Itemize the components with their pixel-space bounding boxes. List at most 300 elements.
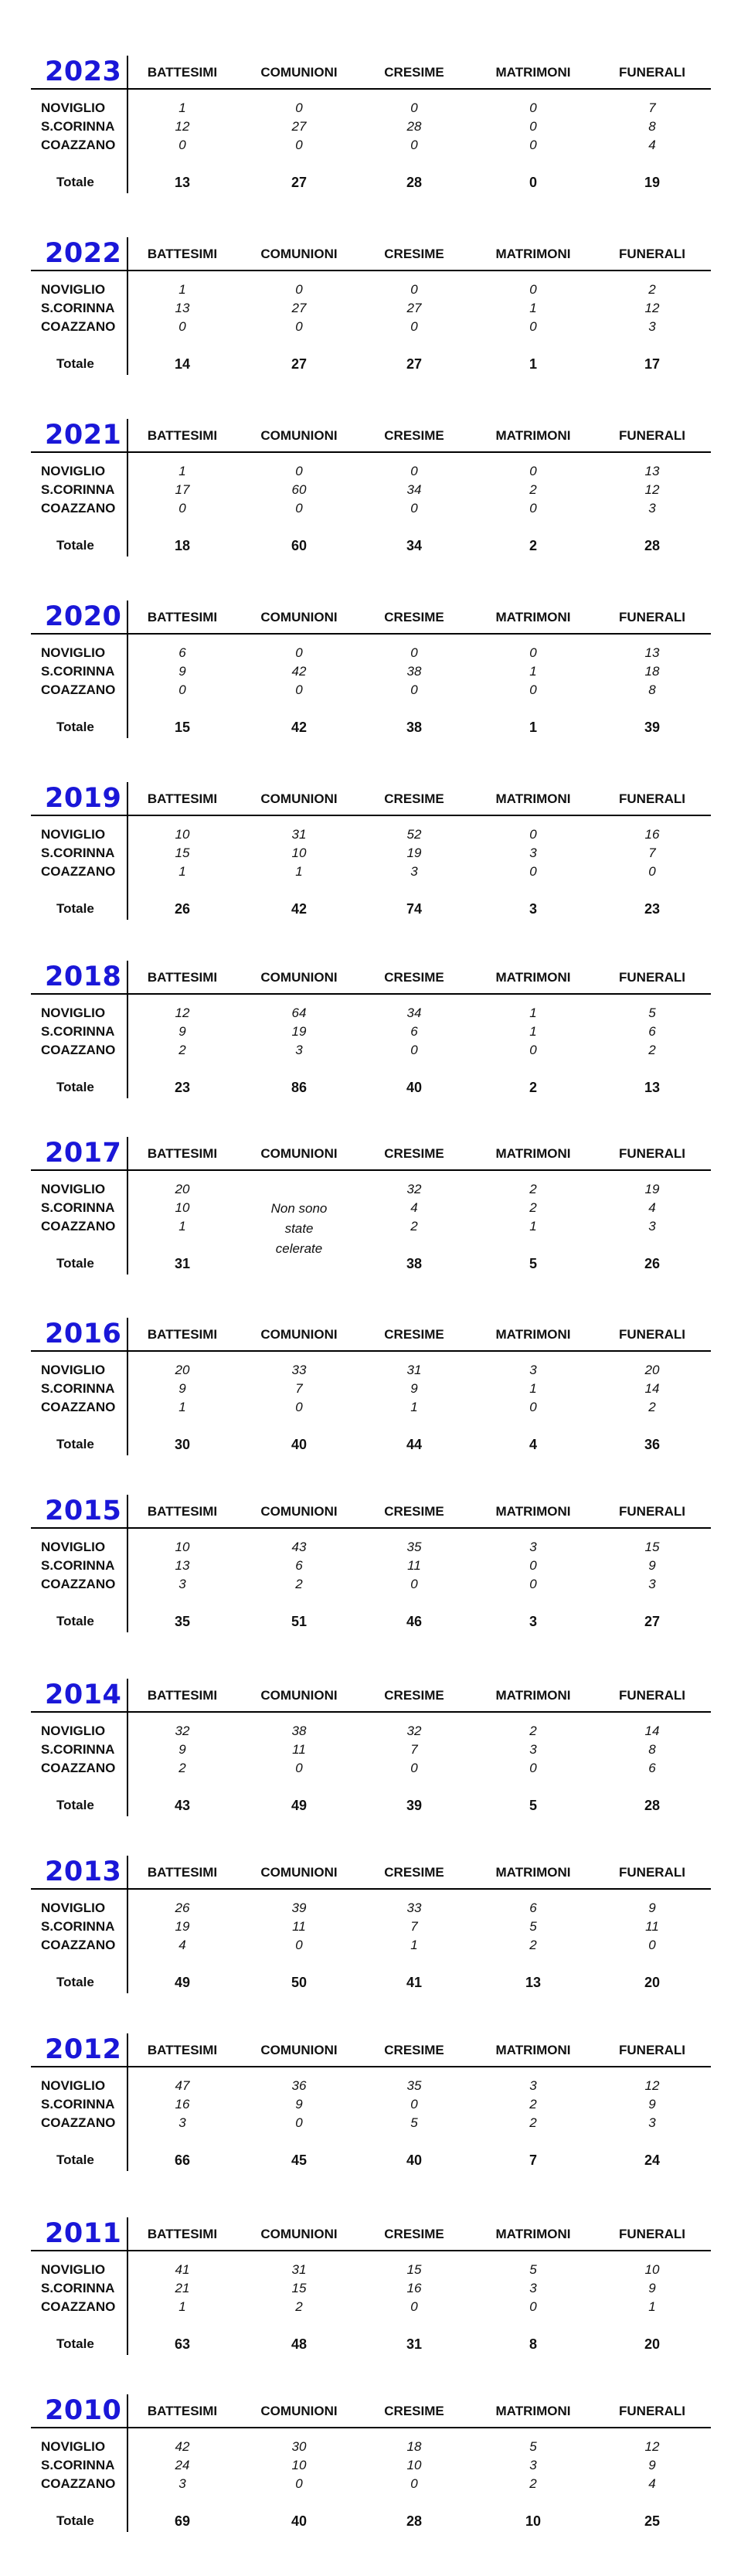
data-cell: 0 xyxy=(295,2115,303,2130)
data-cell: 0 xyxy=(178,319,186,334)
data-cell: 0 xyxy=(529,282,537,297)
column-header: MATRIMONI xyxy=(495,2227,571,2241)
column-header: BATTESIMI xyxy=(147,1146,218,1161)
data-cell: 1 xyxy=(529,1381,537,1396)
data-cell: 33 xyxy=(406,1901,422,1915)
total-value: 69 xyxy=(174,2513,191,2529)
data-cell: 9 xyxy=(410,1381,418,1396)
data-cell: 3 xyxy=(648,1577,656,1591)
row-label: NOVIGLIO xyxy=(41,1363,106,1377)
total-value: 42 xyxy=(291,720,308,735)
total-value: 14 xyxy=(174,356,191,372)
data-cell: 0 xyxy=(529,827,537,842)
total-value: 23 xyxy=(644,901,661,917)
total-value: 41 xyxy=(406,1975,423,1990)
row-label: NOVIGLIO xyxy=(41,1901,106,1915)
column-header: CRESIME xyxy=(384,428,444,443)
year-title: 2010 xyxy=(45,2395,122,2426)
data-cell: 35 xyxy=(406,1540,422,1554)
data-cell: 1 xyxy=(529,301,537,315)
row-label: S.CORINNA xyxy=(41,1742,115,1757)
column-header: FUNERALI xyxy=(619,1865,685,1880)
data-cell: 4 xyxy=(648,2476,656,2491)
row-label: NOVIGLIO xyxy=(41,282,106,297)
total-label: Totale xyxy=(56,356,94,371)
total-value: 49 xyxy=(291,1798,308,1813)
total-value: 2 xyxy=(529,1080,537,1095)
data-cell: 2 xyxy=(529,1200,537,1215)
year-title: 2020 xyxy=(45,601,122,632)
data-cell: 14 xyxy=(644,1381,660,1396)
column-header: CRESIME xyxy=(384,610,444,624)
data-cell: 35 xyxy=(406,2078,422,2093)
total-value: 26 xyxy=(174,901,191,917)
column-header: CRESIME xyxy=(384,1327,444,1342)
data-cell: 8 xyxy=(648,119,656,134)
data-cell: 10 xyxy=(406,2458,422,2472)
data-cell: 0 xyxy=(529,464,537,478)
column-header: COMUNIONI xyxy=(260,1327,338,1342)
total-value: 39 xyxy=(644,720,661,735)
row-label: NOVIGLIO xyxy=(41,2078,106,2093)
column-header: COMUNIONI xyxy=(260,247,338,261)
total-value: 42 xyxy=(291,901,308,917)
data-cell: 0 xyxy=(410,2097,418,2112)
data-cell: 4 xyxy=(648,1200,656,1215)
column-header: FUNERALI xyxy=(619,610,685,624)
header-divider xyxy=(31,88,711,90)
data-cell: 5 xyxy=(410,2115,418,2130)
data-cell: 32 xyxy=(175,1724,190,1738)
data-cell: 1 xyxy=(178,864,186,879)
data-cell: 0 xyxy=(410,1761,418,1775)
data-cell: 11 xyxy=(407,1558,421,1573)
total-value: 2 xyxy=(529,538,537,553)
column-header: FUNERALI xyxy=(619,791,685,806)
data-cell: 13 xyxy=(175,1558,190,1573)
data-cell: 2 xyxy=(529,1182,537,1196)
total-value: 51 xyxy=(291,1614,308,1629)
total-value: 13 xyxy=(644,1080,661,1095)
data-cell: 0 xyxy=(648,864,656,879)
data-cell: 31 xyxy=(291,827,307,842)
header-divider xyxy=(31,815,711,816)
column-header: CRESIME xyxy=(384,2404,444,2418)
data-cell: 33 xyxy=(291,1363,307,1377)
total-value: 13 xyxy=(174,175,191,190)
data-cell: 0 xyxy=(529,1400,537,1414)
column-header: COMUNIONI xyxy=(260,2227,338,2241)
data-cell: 7 xyxy=(410,1742,418,1757)
row-label: COAZZANO xyxy=(41,2476,116,2491)
row-label: COAZZANO xyxy=(41,1219,116,1234)
total-label: Totale xyxy=(56,1437,94,1451)
header-divider xyxy=(31,1169,711,1171)
total-value: 23 xyxy=(174,1080,191,1095)
data-cell: 3 xyxy=(648,319,656,334)
data-cell: 0 xyxy=(178,682,186,697)
row-label: NOVIGLIO xyxy=(41,1182,106,1196)
total-value: 27 xyxy=(406,356,423,372)
column-header: FUNERALI xyxy=(619,65,685,80)
data-cell: 6 xyxy=(410,1024,418,1039)
column-header: MATRIMONI xyxy=(495,247,571,261)
header-divider xyxy=(31,2066,711,2067)
column-header: CRESIME xyxy=(384,65,444,80)
data-cell: 6 xyxy=(529,1901,537,1915)
row-label: COAZZANO xyxy=(41,1938,116,1952)
total-label: Totale xyxy=(56,720,94,734)
data-cell: 38 xyxy=(406,664,422,679)
data-cell: 42 xyxy=(175,2439,190,2454)
data-cell: 19 xyxy=(175,1919,190,1934)
data-cell: 38 xyxy=(291,1724,307,1738)
column-header: BATTESIMI xyxy=(147,428,218,443)
row-label: COAZZANO xyxy=(41,2299,116,2314)
row-label: COAZZANO xyxy=(41,138,116,152)
total-value: 38 xyxy=(406,720,423,735)
total-value: 25 xyxy=(644,2513,661,2529)
data-cell: 15 xyxy=(175,846,190,860)
row-label: S.CORINNA xyxy=(41,1024,115,1039)
data-cell: 7 xyxy=(648,100,656,115)
year-title: 2015 xyxy=(45,1496,122,1526)
total-value: 48 xyxy=(291,2336,308,2352)
total-label: Totale xyxy=(56,1614,94,1628)
data-cell: 0 xyxy=(529,138,537,152)
total-value: 39 xyxy=(406,1798,423,1813)
data-cell: 0 xyxy=(295,138,303,152)
total-value: 36 xyxy=(644,1437,661,1452)
total-value: 46 xyxy=(406,1614,423,1629)
year-title: 2013 xyxy=(45,1856,122,1887)
data-cell: 0 xyxy=(529,1761,537,1775)
data-cell: 0 xyxy=(529,1043,537,1057)
row-label: S.CORINNA xyxy=(41,1381,115,1396)
data-cell: 36 xyxy=(291,2078,307,2093)
total-value: 86 xyxy=(291,1080,308,1095)
row-label: S.CORINNA xyxy=(41,2458,115,2472)
total-value: 4 xyxy=(529,1437,537,1452)
year-table xyxy=(31,2217,711,2360)
row-label: NOVIGLIO xyxy=(41,645,106,660)
data-cell: 0 xyxy=(529,1558,537,1573)
column-header: CRESIME xyxy=(384,1504,444,1519)
column-header: BATTESIMI xyxy=(147,1865,218,1880)
year-title: 2023 xyxy=(45,56,122,87)
data-cell: 0 xyxy=(529,2299,537,2314)
data-cell: 12 xyxy=(644,2439,660,2454)
data-cell: 3 xyxy=(295,1043,303,1057)
data-cell: 10 xyxy=(175,1200,190,1215)
total-value: 3 xyxy=(529,901,537,917)
data-cell: 3 xyxy=(529,1363,537,1377)
column-header: FUNERALI xyxy=(619,428,685,443)
data-cell: 3 xyxy=(529,1742,537,1757)
data-cell: 3 xyxy=(648,501,656,516)
row-label: COAZZANO xyxy=(41,319,116,334)
total-value: 50 xyxy=(291,1975,308,1990)
year-table xyxy=(31,1679,711,1822)
data-cell: 1 xyxy=(178,1400,186,1414)
data-cell: 2 xyxy=(529,1938,537,1952)
data-cell: 10 xyxy=(644,2262,660,2277)
column-header: FUNERALI xyxy=(619,2227,685,2241)
column-header: CRESIME xyxy=(384,791,444,806)
column-header: BATTESIMI xyxy=(147,1327,218,1342)
data-cell: 12 xyxy=(644,2078,660,2093)
column-header: FUNERALI xyxy=(619,247,685,261)
row-label: NOVIGLIO xyxy=(41,2262,106,2277)
comunioni-note: Non sono state celerate xyxy=(270,1201,328,1256)
total-value: 0 xyxy=(529,175,537,190)
total-label: Totale xyxy=(56,1798,94,1812)
total-value: 43 xyxy=(174,1798,191,1813)
total-value: 49 xyxy=(174,1975,191,1990)
data-cell: 0 xyxy=(529,119,537,134)
row-label: S.CORINNA xyxy=(41,664,115,679)
data-cell: 4 xyxy=(178,1938,186,1952)
data-cell: 32 xyxy=(406,1182,422,1196)
data-cell: 9 xyxy=(648,1558,656,1573)
column-header: BATTESIMI xyxy=(147,2043,218,2057)
total-value: 20 xyxy=(644,2336,661,2352)
total-value: 60 xyxy=(291,538,308,553)
year-title: 2021 xyxy=(45,420,122,451)
data-cell: 60 xyxy=(291,482,307,497)
data-cell: 9 xyxy=(648,1901,656,1915)
data-cell: 13 xyxy=(644,645,660,660)
column-header: CRESIME xyxy=(384,1865,444,1880)
data-cell: 5 xyxy=(529,2262,537,2277)
total-value: 19 xyxy=(644,175,661,190)
column-header: MATRIMONI xyxy=(495,1327,571,1342)
data-cell: 2 xyxy=(648,1043,656,1057)
data-cell: 0 xyxy=(529,864,537,879)
data-cell: 2 xyxy=(529,2097,537,2112)
data-cell: 1 xyxy=(529,1006,537,1020)
data-cell: 31 xyxy=(291,2262,307,2277)
total-value: 63 xyxy=(174,2336,191,2352)
data-cell: 15 xyxy=(644,1540,660,1554)
column-header: BATTESIMI xyxy=(147,970,218,985)
data-cell: 3 xyxy=(178,2476,186,2491)
total-value: 10 xyxy=(525,2513,542,2529)
header-divider xyxy=(31,633,711,635)
data-cell: 21 xyxy=(175,2281,190,2295)
column-header: MATRIMONI xyxy=(495,428,571,443)
row-label: COAZZANO xyxy=(41,1043,116,1057)
data-cell: 2 xyxy=(529,2476,537,2491)
data-cell: 0 xyxy=(410,100,418,115)
header-divider xyxy=(31,2250,711,2251)
data-cell: 20 xyxy=(175,1363,190,1377)
row-label: S.CORINNA xyxy=(41,846,115,860)
data-cell: 4 xyxy=(410,1200,418,1215)
header-divider xyxy=(31,2427,711,2428)
column-header: MATRIMONI xyxy=(495,1865,571,1880)
data-cell: 9 xyxy=(178,1742,186,1757)
column-header: BATTESIMI xyxy=(147,791,218,806)
data-cell: 3 xyxy=(529,2281,537,2295)
total-label: Totale xyxy=(56,901,94,916)
data-cell: 2 xyxy=(529,482,537,497)
data-cell: 12 xyxy=(644,482,660,497)
column-header: FUNERALI xyxy=(619,2043,685,2057)
year-table xyxy=(31,1318,711,1461)
data-cell: 3 xyxy=(529,2078,537,2093)
column-header: FUNERALI xyxy=(619,2404,685,2418)
data-cell: 0 xyxy=(295,501,303,516)
data-cell: 1 xyxy=(410,1400,418,1414)
data-cell: 7 xyxy=(648,846,656,860)
data-cell: 12 xyxy=(644,301,660,315)
row-label: COAZZANO xyxy=(41,1761,116,1775)
row-label: S.CORINNA xyxy=(41,1558,115,1573)
total-value: 66 xyxy=(174,2152,191,2168)
data-cell: 17 xyxy=(175,482,190,497)
total-value: 27 xyxy=(291,175,308,190)
column-header: BATTESIMI xyxy=(147,1688,218,1703)
row-label: NOVIGLIO xyxy=(41,827,106,842)
data-cell: 20 xyxy=(644,1363,660,1377)
data-cell: 10 xyxy=(291,846,307,860)
total-value: 45 xyxy=(291,2152,308,2168)
data-cell: 2 xyxy=(410,1219,418,1234)
data-cell: 41 xyxy=(175,2262,190,2277)
header-divider xyxy=(31,1350,711,1352)
column-header: BATTESIMI xyxy=(147,1504,218,1519)
data-cell: 0 xyxy=(410,682,418,697)
data-cell: 43 xyxy=(291,1540,307,1554)
row-label: NOVIGLIO xyxy=(41,100,106,115)
total-value: 40 xyxy=(406,2152,423,2168)
year-title: 2019 xyxy=(45,783,122,814)
row-label: COAZZANO xyxy=(41,864,116,879)
data-cell: 19 xyxy=(291,1024,307,1039)
year-table xyxy=(31,1137,711,1280)
column-header: COMUNIONI xyxy=(260,970,338,985)
data-cell: 7 xyxy=(295,1381,303,1396)
column-header: CRESIME xyxy=(384,2227,444,2241)
row-label: S.CORINNA xyxy=(41,2281,115,2295)
data-cell: 0 xyxy=(410,1043,418,1057)
data-cell: 1 xyxy=(648,2299,656,2314)
data-cell: 0 xyxy=(295,1761,303,1775)
total-label: Totale xyxy=(56,175,94,189)
data-cell: 6 xyxy=(178,645,186,660)
data-cell: 28 xyxy=(406,119,422,134)
data-cell: 10 xyxy=(175,1540,190,1554)
data-cell: 2 xyxy=(295,1577,303,1591)
column-header: MATRIMONI xyxy=(495,2404,571,2418)
column-header: FUNERALI xyxy=(619,970,685,985)
total-value: 17 xyxy=(644,356,661,372)
year-table xyxy=(31,56,711,199)
data-cell: 3 xyxy=(178,2115,186,2130)
row-label: S.CORINNA xyxy=(41,2097,115,2112)
data-cell: 16 xyxy=(406,2281,422,2295)
data-cell: 9 xyxy=(178,1381,186,1396)
data-cell: 10 xyxy=(291,2458,307,2472)
data-cell: 0 xyxy=(295,2476,303,2491)
data-cell: 0 xyxy=(295,1400,303,1414)
total-label: Totale xyxy=(56,2152,94,2167)
data-cell: 11 xyxy=(292,1919,306,1934)
year-table xyxy=(31,419,711,562)
data-cell: 0 xyxy=(410,501,418,516)
header-divider xyxy=(31,1711,711,1713)
year-title: 2014 xyxy=(45,1679,122,1710)
total-value: 40 xyxy=(291,1437,308,1452)
data-cell: 1 xyxy=(178,282,186,297)
data-cell: 0 xyxy=(410,2299,418,2314)
data-cell: 3 xyxy=(529,2458,537,2472)
year-title: 2018 xyxy=(45,961,122,992)
total-value: 15 xyxy=(174,720,191,735)
total-value: 27 xyxy=(644,1614,661,1629)
column-header: CRESIME xyxy=(384,247,444,261)
data-cell: 0 xyxy=(410,645,418,660)
data-cell: 34 xyxy=(406,482,422,497)
data-cell: 1 xyxy=(410,1938,418,1952)
data-cell: 1 xyxy=(295,864,303,879)
total-value: 7 xyxy=(529,2152,537,2168)
data-cell: 4 xyxy=(648,138,656,152)
data-cell: 14 xyxy=(644,1724,660,1738)
row-label: S.CORINNA xyxy=(41,301,115,315)
data-cell: 27 xyxy=(291,301,307,315)
total-value: 28 xyxy=(406,2513,423,2529)
header-divider xyxy=(31,1888,711,1890)
data-cell: 18 xyxy=(406,2439,422,2454)
total-value: 18 xyxy=(174,538,191,553)
total-value: 24 xyxy=(644,2152,661,2168)
total-label: Totale xyxy=(56,1975,94,1989)
data-cell: 3 xyxy=(648,2115,656,2130)
row-label: COAZZANO xyxy=(41,501,116,516)
row-label: NOVIGLIO xyxy=(41,1724,106,1738)
column-header: FUNERALI xyxy=(619,1146,685,1161)
total-label: Totale xyxy=(56,2336,94,2351)
column-header: MATRIMONI xyxy=(495,65,571,80)
data-cell: 0 xyxy=(410,2476,418,2491)
row-label: NOVIGLIO xyxy=(41,2439,106,2454)
data-cell: 2 xyxy=(648,1400,656,1414)
column-header: CRESIME xyxy=(384,2043,444,2057)
data-cell: 16 xyxy=(644,827,660,842)
data-cell: 2 xyxy=(648,282,656,297)
data-cell: 13 xyxy=(644,464,660,478)
data-cell: 9 xyxy=(648,2097,656,2112)
column-header: FUNERALI xyxy=(619,1327,685,1342)
total-value: 5 xyxy=(529,1256,537,1271)
row-label: NOVIGLIO xyxy=(41,1006,106,1020)
year-title: 2012 xyxy=(45,2034,122,2065)
data-cell: 0 xyxy=(295,100,303,115)
data-cell: 52 xyxy=(406,827,422,842)
data-cell: 5 xyxy=(529,1919,537,1934)
data-cell: 0 xyxy=(295,464,303,478)
total-label: Totale xyxy=(56,538,94,553)
total-label: Totale xyxy=(56,1080,94,1094)
year-table xyxy=(31,1495,711,1638)
data-cell: 9 xyxy=(178,664,186,679)
data-cell: 9 xyxy=(648,2458,656,2472)
data-cell: 15 xyxy=(406,2262,422,2277)
data-cell: 0 xyxy=(529,100,537,115)
column-header: MATRIMONI xyxy=(495,970,571,985)
